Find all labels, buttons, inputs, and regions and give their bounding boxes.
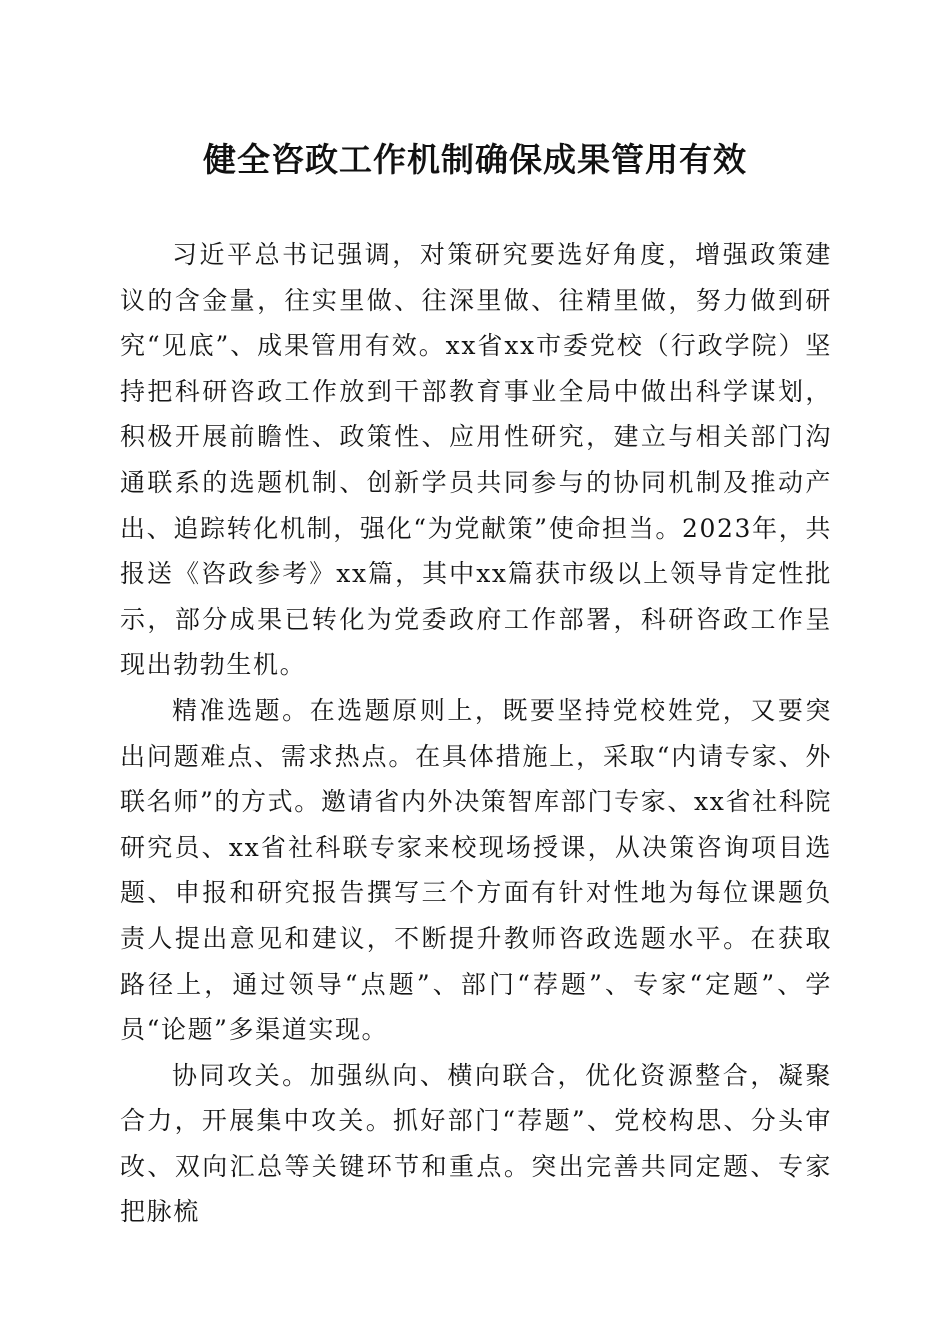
paragraph-topic-selection: 精准选题。在选题原则上，既要坚持党校姓党，又要突出问题难点、需求热点。在具体措施上，采取“内请专家、外联名师”的方式。邀请省内外决策智库部门专家、xx省社科院研究员、xx省社科联专家来校现场授课，从决策咨询项目选题、申报和研究报告撰写三个方面有针对性地为每位课题负责人提出意见和建议，不断提升教师咨政选题水平。在获取路径上，通过领导“点题”、部门“荐题”、专家“定题”、学员“论题”多渠道实现。 <box>120 695 832 1045</box>
paragraph-collaboration: 协同攻关。加强纵向、横向联合，优化资源整合，凝聚合力，开展集中攻关。抓好部门“荐题”、党校构思、分头审改、双向汇总等关键环节和重点。突出完善共同定题、专家把脉梳 <box>120 1060 832 1227</box>
paragraph-intro: 习近平总书记强调，对策研究要选好角度，增强政策建议的含金量，往实里做、往深里做、往精里做，努力做到研究“见底”、成果管用有效。xx省xx市委党校（行政学院）坚持把科研咨政工作放到干部教育事业全局中做出科学谋划，积极开展前瞻性、政策性、应用性研究，建立与相关部门沟通联系的选题机制、创新学员共同参与的协同机制及推动产出、追踪转化机制，强化“为党献策”使命担当。2023年，共报送《咨政参考》xx篇，其中xx篇获市级以上领导肯定性批示，部分成果已转化为党委政府工作部署，科研咨政工作呈现出勃勃生机。 <box>120 240 832 680</box>
document-title: 健全咨政工作机制确保成果管用有效 <box>203 140 747 179</box>
document-body <box>120 232 832 1235</box>
